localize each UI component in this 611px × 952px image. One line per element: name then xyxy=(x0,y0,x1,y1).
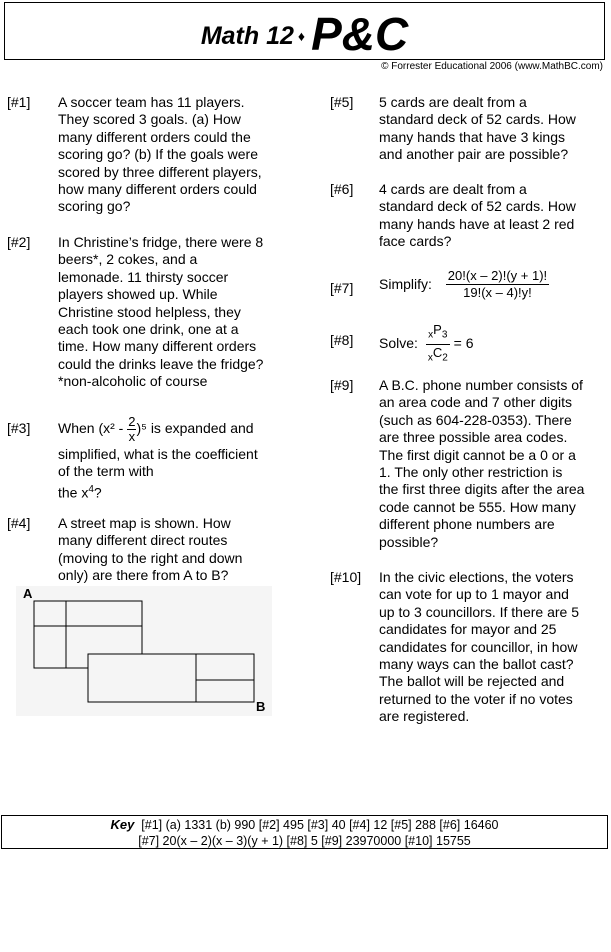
problem-number: [#10] xyxy=(330,569,362,585)
text-fragment: the x xyxy=(58,484,89,501)
problem-text xyxy=(379,377,584,551)
title-course: Math 12 xyxy=(200,22,294,50)
text-line: A street map is shown. How xyxy=(58,515,231,531)
problem-text xyxy=(379,94,576,164)
text-line: the first three digits after the area xyxy=(379,481,585,498)
answer-key-text: [#1] (a) 1331 (b) 990 [#2] 495 [#3] 40 [#4] 12 [#5] 288 [#6] 16460 xyxy=(141,818,499,832)
text-line: In the civic elections, the voters xyxy=(379,569,574,585)
text-line: how many different orders could xyxy=(58,181,257,198)
fraction xyxy=(426,322,450,366)
text-line: simplified, what is the coefficient xyxy=(58,446,258,462)
problem-text xyxy=(58,234,263,391)
subscript: x xyxy=(427,352,433,364)
fraction-numerator xyxy=(426,322,450,345)
fraction-denominator: 19!(x – 4)!y! xyxy=(463,285,532,300)
text-line: A B.C. phone number consists of xyxy=(379,377,583,393)
text-fragment: ? xyxy=(93,484,102,501)
problem-number: [#9] xyxy=(330,377,354,393)
fraction-numerator: 2 xyxy=(128,413,136,429)
point-a-label: A xyxy=(23,586,33,601)
problem-text xyxy=(379,322,474,366)
copyright-notice: © Forrester Educational 2006 (www.MathBC.com) xyxy=(381,61,603,72)
problem-number: [#4] xyxy=(7,515,31,531)
text-line: scored by three different players, xyxy=(58,163,262,180)
text-line: standard deck of 52 cards. How xyxy=(379,198,576,215)
answer-key-line-1 xyxy=(2,817,607,834)
permutation-symbol: P xyxy=(433,322,442,337)
text-line: time. How many different orders xyxy=(58,338,257,355)
subscript: x xyxy=(428,329,434,341)
text-line: face cards? xyxy=(379,233,452,250)
exponent: 4 xyxy=(88,483,94,495)
text-line: *non-alcoholic of course xyxy=(58,373,208,390)
text-line: each took one drink, one at a xyxy=(58,321,239,338)
problem-number: [#5] xyxy=(330,94,354,110)
fraction-denominator: x xyxy=(128,428,136,444)
fraction-denominator xyxy=(426,345,450,367)
text-line: possible? xyxy=(379,533,439,550)
text-line: many different orders could the xyxy=(58,128,251,145)
text-line: can vote for up to 1 mayor and xyxy=(379,586,569,603)
equation-rhs: = 6 xyxy=(453,335,474,352)
text-line: (such as 604-228-0353). There xyxy=(379,411,572,428)
text-line: only) are there from A to B? xyxy=(58,567,229,584)
text-line: 1. The only other restriction is xyxy=(379,464,563,481)
problem-text xyxy=(58,94,262,216)
text-line: candidates for mayor and 25 xyxy=(379,621,557,638)
simplify-label: Simplify: xyxy=(379,275,432,292)
text-line xyxy=(58,481,258,502)
problem-text xyxy=(379,569,579,726)
problem-number: [#2] xyxy=(7,234,31,250)
text-line: scoring go? (b) If the goals were xyxy=(58,146,258,163)
text-line: could the drinks leave the fridge? xyxy=(58,355,264,372)
problem-text xyxy=(58,410,258,502)
text-line: lemonade. 11 thirsty soccer xyxy=(58,268,229,285)
street-map-svg xyxy=(16,586,272,716)
text-line: are three possible area codes. xyxy=(379,429,568,446)
fraction xyxy=(446,268,549,301)
text-line: code cannot be 555. How many xyxy=(379,498,576,515)
answer-key xyxy=(1,815,608,849)
title-topic: P&C xyxy=(311,8,409,60)
page-title xyxy=(5,7,604,61)
text-line: returned to the voter if no votes xyxy=(379,690,573,707)
text-line: In Christine’s fridge, there were 8 xyxy=(58,234,264,250)
text-line: many hands that have 3 kings xyxy=(379,128,566,145)
text-line: many hands have at least 2 red xyxy=(379,215,575,232)
street-map xyxy=(16,586,272,716)
problem-number: [#1] xyxy=(7,94,31,110)
problem-number: [#8] xyxy=(330,332,354,348)
text-line: are registered. xyxy=(379,708,470,725)
point-b-label: B xyxy=(256,699,266,714)
fraction-numerator: 20!(x – 2)!(y + 1)! xyxy=(447,268,548,283)
text-line: beers*, 2 cokes, and a xyxy=(58,251,198,268)
text-line: Christine stood helpless, they xyxy=(58,303,241,320)
problem-text xyxy=(58,515,242,585)
problem-number: [#3] xyxy=(7,420,31,436)
answer-key-label: Key xyxy=(110,817,135,832)
problem-7 xyxy=(330,268,610,308)
answer-key-line-2: [#7] 20(x – 2)(x – 3)(y + 1) [#8] 5 [#9] 23970000 [#10] 15755 xyxy=(138,833,471,848)
problem-number: [#6] xyxy=(330,181,354,197)
text-line: players showed up. While xyxy=(58,286,218,303)
subscript: 2 xyxy=(442,352,448,364)
problem-8 xyxy=(330,322,610,364)
text-line: up to 3 councillors. If there are 5 xyxy=(379,603,579,620)
expr-pre: When (x² - xyxy=(58,420,124,436)
block-outline xyxy=(88,654,254,702)
expression-line xyxy=(58,410,258,446)
text-line: of the term with xyxy=(58,463,154,480)
text-line: They scored 3 goals. (a) How xyxy=(58,111,241,128)
diamond-icon: ♦ xyxy=(297,28,306,44)
text-line: candidates for councillor, in how xyxy=(379,638,578,655)
text-line: an area code and 7 other digits xyxy=(379,394,573,411)
text-line: many different direct routes xyxy=(58,532,228,549)
problem-number: [#7] xyxy=(330,280,354,296)
combination-symbol: C xyxy=(432,344,443,360)
text-line: different phone numbers are xyxy=(379,516,555,533)
text-line: standard deck of 52 cards. How xyxy=(379,111,576,128)
text-line: 4 cards are dealt from a xyxy=(379,181,527,197)
text-line: A soccer team has 11 players. xyxy=(58,94,245,110)
title-box xyxy=(4,2,605,60)
text-line: scoring go? xyxy=(58,198,131,215)
problem-text xyxy=(379,268,549,301)
solve-label: Solve: xyxy=(379,335,418,352)
text-line: The ballot will be rejected and xyxy=(379,673,565,690)
text-line: many ways can the ballot cast? xyxy=(379,656,574,673)
subscript: 3 xyxy=(441,329,448,341)
text-line: 5 cards are dealt from a xyxy=(379,94,527,110)
text-line: and another pair are possible? xyxy=(379,146,569,163)
text-line: The first digit cannot be a 0 or a xyxy=(379,446,576,463)
problem-text xyxy=(379,181,576,251)
expr-post: )⁵ is expanded and xyxy=(136,420,254,436)
text-line: (moving to the right and down xyxy=(58,549,243,566)
